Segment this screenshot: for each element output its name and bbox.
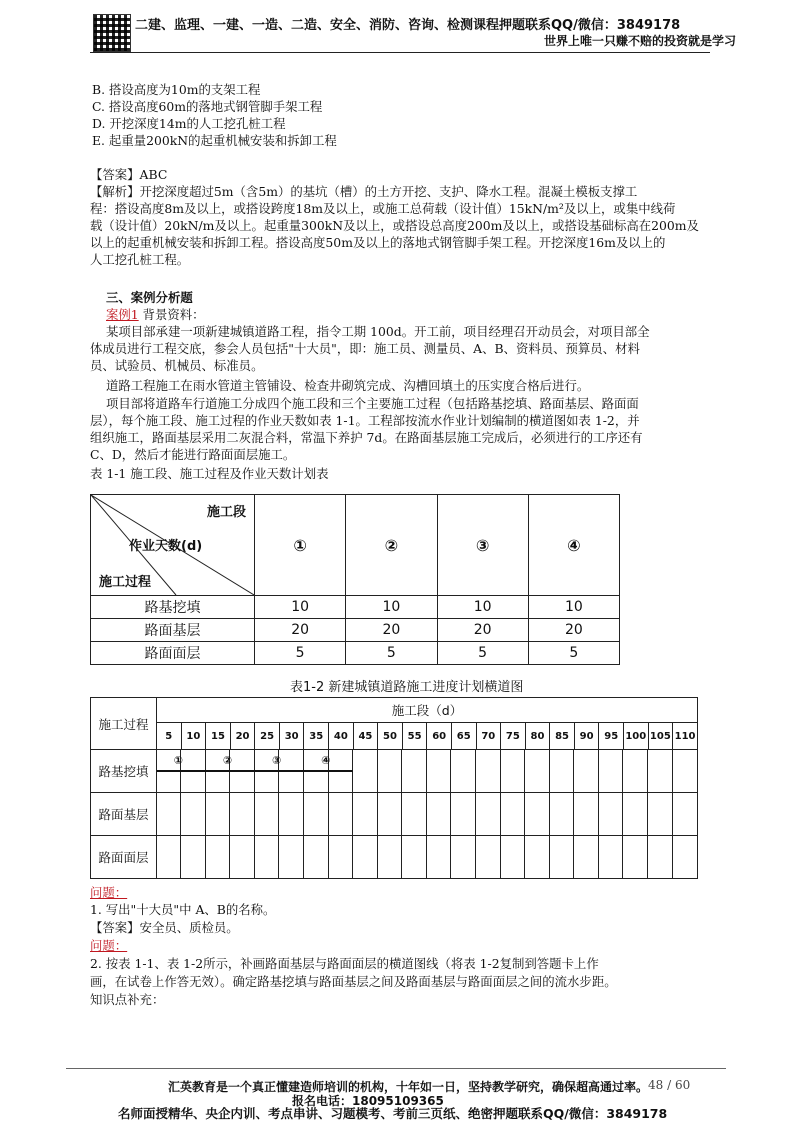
segment-2: ② (346, 495, 437, 596)
gantt-tick: 55 (402, 723, 427, 750)
gantt-bar (206, 770, 255, 772)
gantt-tick: 100 (623, 723, 648, 750)
cell: 20 (346, 619, 437, 642)
gantt-tick: 10 (181, 723, 206, 750)
gantt-row-track (157, 793, 698, 836)
case-background: 背景资料： (142, 307, 205, 322)
question-2-line-1: 2. 按表 1-1、表 1-2所示，补画路面基层与路面面层的横道图线（将表 1-2复制到答题卡上作 (90, 956, 599, 971)
cell: 5 (346, 642, 437, 665)
cell: 20 (528, 619, 619, 642)
analysis-line-2: 程：搭设高度8m及以上，或搭设跨度18m及以上，或施工总荷载（设计值）15kN/m²及以上，或集中线荷 (90, 201, 676, 216)
knowledge-supplement: 知识点补充： (90, 992, 165, 1007)
answer-q1: 【答案】安全员、质检员。 (90, 920, 239, 935)
gantt-tick: 85 (550, 723, 575, 750)
para3-line-3: 组织施工，路面基层采用二灰混合料，常温下养护 7d。在路面基层施工完成后，必须进行的工序还有 (90, 430, 643, 445)
gantt-tick: 30 (279, 723, 304, 750)
gantt-tick: 40 (329, 723, 354, 750)
table1-caption: 表 1-1 施工段、施工过程及作业天数计划表 (90, 466, 329, 481)
gantt-tick: 45 (353, 723, 378, 750)
cell: 20 (255, 619, 346, 642)
gantt-grid-line (598, 750, 599, 880)
qr-code (93, 14, 131, 52)
gantt-tick: 110 (673, 723, 698, 750)
corner-segment: 施工段 (206, 505, 246, 520)
gantt-ticks (91, 723, 698, 750)
gantt-grid-line (377, 750, 378, 880)
row-name: 路基挖填 (91, 596, 255, 619)
segment-4: ④ (528, 495, 619, 596)
cell: 20 (437, 619, 528, 642)
gantt-grid-line (426, 750, 427, 880)
gantt-grid-line (524, 750, 525, 880)
corner-process: 施工过程 (99, 575, 152, 590)
gantt-grid-line (401, 750, 402, 880)
para1-line-2: 体成员进行工程交底，参会人员包括"十大员"，即：施工员、测量员、A、B、资料员、预算员、材料 (90, 341, 640, 356)
gantt-tick: 70 (476, 723, 501, 750)
table-1-1 (90, 494, 620, 665)
cell: 10 (346, 596, 437, 619)
gantt-grid-line (672, 750, 673, 880)
gantt-grid-line (549, 750, 550, 880)
table1-corner (91, 495, 255, 596)
segment-1: ① (255, 495, 346, 596)
gantt-row-label: 路基挖填 (91, 750, 157, 793)
cell: 5 (437, 642, 528, 665)
para3-line-2: 层），每个施工段、施工过程的作业天数如表 1-1。工程部按流水作业计划编制的横道图如表 1-2，并 (90, 413, 640, 428)
analysis-line-1: 【解析】开挖深度超过5m（含5m）的基坑（槽）的土方开挖、支护、降水工程。混凝土模板支撑工 (90, 184, 638, 199)
section-title: 三、案例分析题 (106, 290, 193, 305)
table-row (91, 642, 620, 665)
gantt-grid-line (647, 750, 648, 880)
gantt-grid-line (475, 750, 476, 880)
analysis-line-5: 人工挖孔桩工程。 (90, 252, 190, 267)
gantt-tick: 25 (255, 723, 280, 750)
option-d: D. 开挖深度14m的人工挖孔桩工程 (92, 116, 286, 131)
option-c: C. 搭设高度60m的落地式钢管脚手架工程 (92, 99, 323, 114)
para1-line-3: 员、试验员、机械员、标准员。 (90, 358, 264, 373)
header-contact: 二建、监理、一建、一造、二造、安全、消防、咨询、检测课程押题联系QQ/微信：3849178 (135, 18, 681, 33)
question-1: 1. 写出"十大员"中 A、B的名称。 (90, 902, 276, 917)
gantt-bar (304, 770, 353, 772)
gantt-bar (255, 770, 304, 772)
gantt-grid-line (573, 750, 574, 880)
header-rule (90, 52, 710, 53)
table-row (91, 619, 620, 642)
question-label: 问题： (90, 885, 128, 900)
segment-3: ③ (437, 495, 528, 596)
question-2-line-2: 画，在试卷上作答无效）。确定路基挖填与路面基层之间及路面基层与路面面层之间的流水步距。 (90, 974, 617, 989)
gantt-tick: 65 (451, 723, 476, 750)
gantt-tick: 5 (157, 723, 182, 750)
gantt-tick: 15 (206, 723, 231, 750)
para2: 道路工程施工在雨水管道主管铺设、检查井砌筑完成、沟槽回填土的压实度合格后进行。 (106, 378, 590, 393)
cell: 10 (437, 596, 528, 619)
table2-caption: 表1-2 新建城镇道路施工进度计划横道图 (290, 680, 524, 695)
gantt-row (91, 793, 698, 836)
gantt-tick: 50 (378, 723, 403, 750)
gantt-tick: 75 (501, 723, 526, 750)
gantt-grid-line (500, 750, 501, 880)
table-1-2-gantt (90, 697, 698, 879)
cell: 5 (255, 642, 346, 665)
header-slogan: 世界上唯一只赚不赔的投资就是学习 (543, 34, 736, 48)
option-b: B. 搭设高度为10m的支架工程 (92, 82, 261, 97)
gantt-row-track (157, 836, 698, 879)
analysis-line-4: 以上的起重机械安装和拆卸工程。搭设高度50m及以上的落地式钢管脚手架工程。开挖深度16m及以上的 (90, 235, 666, 250)
cell: 10 (255, 596, 346, 619)
gantt-row-label: 路面面层 (91, 836, 157, 879)
gantt-row-label: 路面基层 (91, 793, 157, 836)
corner-days: 作业天数(d) (129, 539, 203, 554)
gantt-tick: 105 (648, 723, 673, 750)
gantt-tick: 60 (427, 723, 452, 750)
gantt-bar-label: ② (222, 753, 233, 767)
footer-contact: 名师面授精华、央企内训、考点串讲、习题模考、考前三页纸、绝密押题联系QQ/微信：3849178 (118, 1106, 668, 1121)
footer-phone: 报名电话：18095109365 (292, 1094, 444, 1108)
page-number: 48 / 60 (648, 1078, 691, 1092)
answer-1: 【答案】ABC (90, 167, 168, 182)
para3-line-1: 项目部将道路车行道施工分成四个施工段和三个主要施工过程（包括路基挖填、路面基层、路面面 (106, 396, 639, 411)
question-label: 问题： (90, 938, 128, 953)
gantt-bar-label: ③ (272, 753, 282, 767)
gantt-corner: 施工过程 (91, 698, 157, 750)
analysis-line-3: 载（设计值）20kN/m及以上。起重量300kN及以上，或搭设总高度200m及以上，或搭设基础标高在200m及 (90, 218, 699, 233)
gantt-bar-label: ① (173, 753, 184, 767)
case-heading (106, 305, 205, 323)
para3-line-4: C、D，然后才能进行路面面层施工。 (90, 447, 296, 462)
gantt-axis-title: 施工段（d） (157, 698, 698, 723)
gantt-tick: 90 (574, 723, 599, 750)
gantt-grid-line (450, 750, 451, 880)
gantt-row (91, 836, 698, 879)
table-row (91, 596, 620, 619)
footer-org: 汇英教育是一个真正懂建造师培训的机构，十年如一日，坚持教学研究，确保超高通过率。 (168, 1080, 649, 1094)
row-name: 路面面层 (91, 642, 255, 665)
gantt-tick: 35 (304, 723, 329, 750)
gantt-tick: 80 (525, 723, 550, 750)
gantt-tick: 95 (599, 723, 624, 750)
option-e: E. 起重量200kN的起重机械安装和拆卸工程 (92, 133, 337, 148)
gantt-bar-label: ④ (321, 753, 331, 767)
question-2-label (90, 936, 127, 954)
gantt-tick: 20 (230, 723, 255, 750)
cell: 10 (528, 596, 619, 619)
case-label: 案例1 (106, 307, 139, 322)
gantt-grid-line (622, 750, 623, 880)
cell: 5 (528, 642, 619, 665)
footer-rule (66, 1068, 726, 1069)
para1-line-1: 某项目部承建一项新建城镇道路工程，指令工期 100d。开工前，项目经理召开动员会，对项目部全 (106, 324, 650, 339)
question-1-label (90, 883, 127, 901)
gantt-bar (157, 770, 206, 772)
row-name: 路面基层 (91, 619, 255, 642)
